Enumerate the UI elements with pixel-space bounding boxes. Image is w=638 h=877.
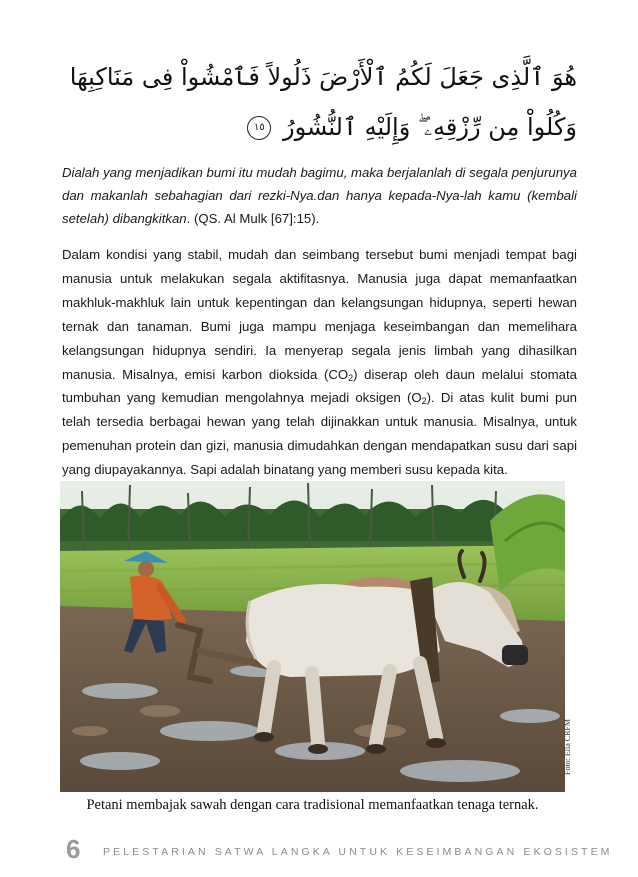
verse-reference: . (QS. Al Mulk [67]:15). <box>186 211 320 226</box>
co2-subscript: 2 <box>348 372 354 383</box>
ayah-number-marker: ١٥ <box>247 116 271 140</box>
photo-caption: Petani membajak sawah dengan cara tradisional memanfaatkan tenaga ternak. <box>86 797 539 813</box>
page-number: 6 <box>66 834 81 864</box>
quran-verse <box>62 52 577 152</box>
photo-credit: Foto: Ella CRFM <box>563 718 572 775</box>
body-text-3: ). Di atas kulit bumi pun telah tersedia berbagai hewan yang telah dijinakkan untuk manusia. Misalnya, untuk pemenuhan protein dan gizi, manusia dimudahkan dengan mendapatkan susu dari sapi yang diupayakannya. Sapi adalah binatang yang memberi susu kepada kita. <box>62 390 577 478</box>
translation-text: Dialah yang menjadikan bumi itu mudah bagimu, maka berjalanlah di segala penjurunya dan makanlah sebahagian dari rezki-Nya.dan hanya kepada-Nya-lah kamu (kembali setelah) dibangkitkan <box>62 165 577 226</box>
running-title: PELESTARIAN SATWA LANGKA UNTUK KESEIMBANGAN EKOSISTEM <box>103 846 613 858</box>
o2-subscript: 2 <box>421 396 427 407</box>
body-paragraph <box>62 243 577 482</box>
verse-translation <box>62 161 577 230</box>
body-text-2: ) diserap oleh daun melalui stomata tumbuhan yang kemudian mengolahnya mejadi oksigen (O <box>62 366 577 406</box>
body-text-1: Dalam kondisi yang stabil, mudah dan seimbang tersebut bumi menjadi tempat bagi manusia untuk melakukan segala aktifitasnya. Manusia juga dapat memanfaatkan makhluk-makhluk lain untuk kepentingan dan kelangsungan hidupnya, seperti hewan ternak dan tanaman. Bumi juga mampu menjaga keseimbangan dan memelihara kelangsungan hidupnya sendiri. Ia menyerap segala jenis limbah yang dihasilkan manusia. Misalnya, emisi karbon dioksida (CO <box>62 247 577 382</box>
verse-arabic-text: هُوَ ٱلَّذِى جَعَلَ لَكُمُ ٱلْأَرْضَ ذَلُولاً فَٱمْشُواْ فِى مَنَاكِبِهَا وَكُلُواْ مِن رِّزْقِهِۦ ۖ وَإِلَيْهِ ٱلنُّشُورُ <box>69 63 577 141</box>
farming-photo <box>60 481 565 792</box>
